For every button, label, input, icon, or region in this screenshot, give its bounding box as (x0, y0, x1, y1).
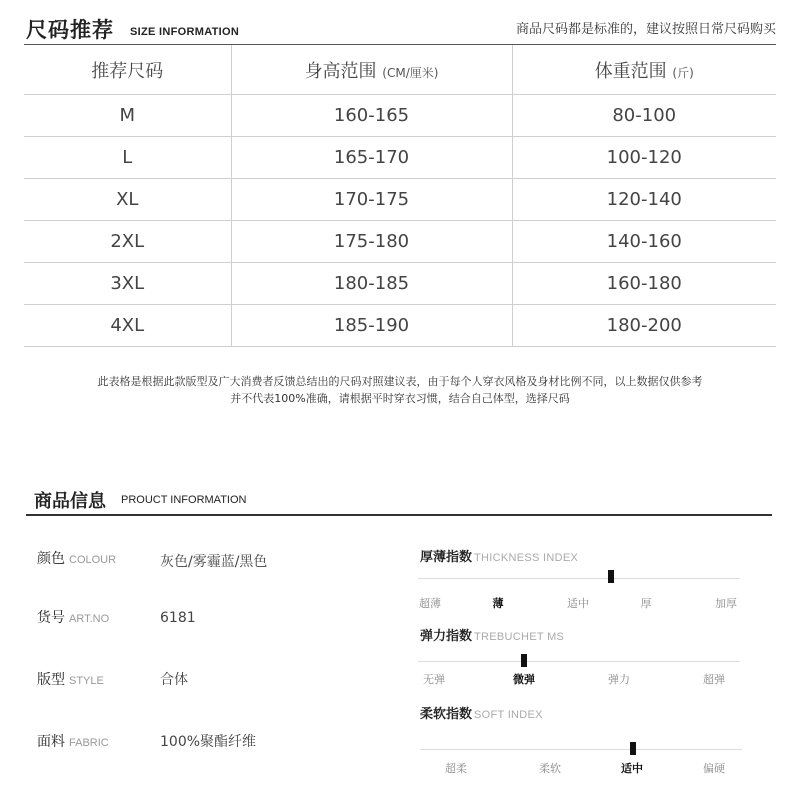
elasticity-index-track (418, 661, 740, 662)
elasticity-index-label: 弹力 (608, 673, 630, 686)
attr-fabric-label: 面料 FABRIC (37, 734, 109, 750)
table-row (24, 263, 776, 305)
elasticity-index-label: 超弹 (703, 673, 725, 686)
cell-size: XL (24, 179, 231, 221)
elasticity-index-label: 无弹 (423, 673, 445, 686)
thickness-index-title: 厚薄指数 THICKNESS INDEX (420, 550, 579, 565)
cell-weight: 180-200 (512, 305, 776, 347)
cell-weight: 80-100 (512, 95, 776, 137)
info-header-divider (26, 514, 772, 516)
cell-height: 160-165 (231, 95, 512, 137)
attr-artno-label: 货号 ART.NO (37, 610, 110, 626)
softness-index-track (420, 749, 742, 750)
softness-index-label: 柔软 (539, 762, 561, 775)
info-section-subtitle: PROUCT INFORMATION (121, 494, 247, 506)
table-row (24, 137, 776, 179)
thickness-index-label: 加厚 (715, 597, 737, 610)
elasticity-index-title: 弹力指数 TREBUCHET MS (420, 629, 565, 644)
cell-size: L (24, 137, 231, 179)
cell-size: 2XL (24, 221, 231, 263)
elasticity-index-label: 微弹 (513, 673, 535, 686)
attr-style-value: 合体 (160, 672, 188, 688)
header-size: 推荐尺码 (24, 45, 231, 95)
thickness-index-label: 适中 (567, 597, 589, 610)
size-table-header-row (24, 45, 776, 95)
attr-colour-label: 颜色 COLOUR (37, 551, 117, 567)
attr-colour-value: 灰色/雾霾蓝/黑色 (160, 554, 268, 570)
table-row (24, 221, 776, 263)
softness-index-label: 超柔 (445, 762, 467, 775)
softness-index-label: 适中 (621, 762, 643, 775)
cell-size: M (24, 95, 231, 137)
size-section-title: 尺码推荐 (26, 18, 114, 42)
header-height-unit: (CM/厘米) (382, 65, 439, 80)
cell-weight: 160-180 (512, 263, 776, 305)
thickness-index-label: 薄 (492, 597, 504, 610)
cell-height: 180-185 (231, 263, 512, 305)
thickness-index-track (418, 578, 740, 579)
attr-artno-value: 6181 (160, 610, 196, 626)
thickness-index-label: 超薄 (419, 597, 441, 610)
header-weight: 体重范围 (斤) (512, 45, 776, 95)
cell-size: 3XL (24, 263, 231, 305)
header-height: 身高范围 (CM/厘米) (231, 45, 512, 95)
attr-fabric-value: 100%聚酯纤维 (160, 734, 257, 750)
softness-index-title: 柔软指数 SOFT INDEX (420, 707, 543, 722)
disclaimer-line-2: 并不代表100%准确，请根据平时穿衣习惯，结合自己体型，选择尺码 (230, 392, 570, 405)
table-row (24, 179, 776, 221)
softness-index-label: 偏硬 (703, 762, 725, 775)
size-section-subtitle: SIZE INFORMATION (130, 26, 240, 38)
table-row (24, 305, 776, 347)
table-row (24, 95, 776, 137)
softness-index-marker (630, 742, 636, 755)
size-table (24, 45, 776, 347)
attr-style-label: 版型 STYLE (37, 672, 104, 688)
cell-height: 165-170 (231, 137, 512, 179)
cell-height: 175-180 (231, 221, 512, 263)
size-note: 商品尺码都是标准的，建议按照日常尺码购买 (515, 22, 776, 37)
thickness-index-marker (608, 570, 614, 583)
cell-weight: 120-140 (512, 179, 776, 221)
cell-height: 185-190 (231, 305, 512, 347)
cell-size: 4XL (24, 305, 231, 347)
cell-height: 170-175 (231, 179, 512, 221)
disclaimer-line-1: 此表格是根据此款版型及广大消费者反馈总结出的尺码对照建议表，由于每个人穿衣风格及身材比例不同，以上数据仅供参考 (97, 375, 703, 388)
thickness-index-label: 厚 (640, 597, 652, 610)
cell-weight: 100-120 (512, 137, 776, 179)
info-section-title: 商品信息 (34, 491, 106, 512)
elasticity-index-marker (521, 654, 527, 667)
cell-weight: 140-160 (512, 221, 776, 263)
header-weight-unit: (斤) (672, 65, 694, 80)
